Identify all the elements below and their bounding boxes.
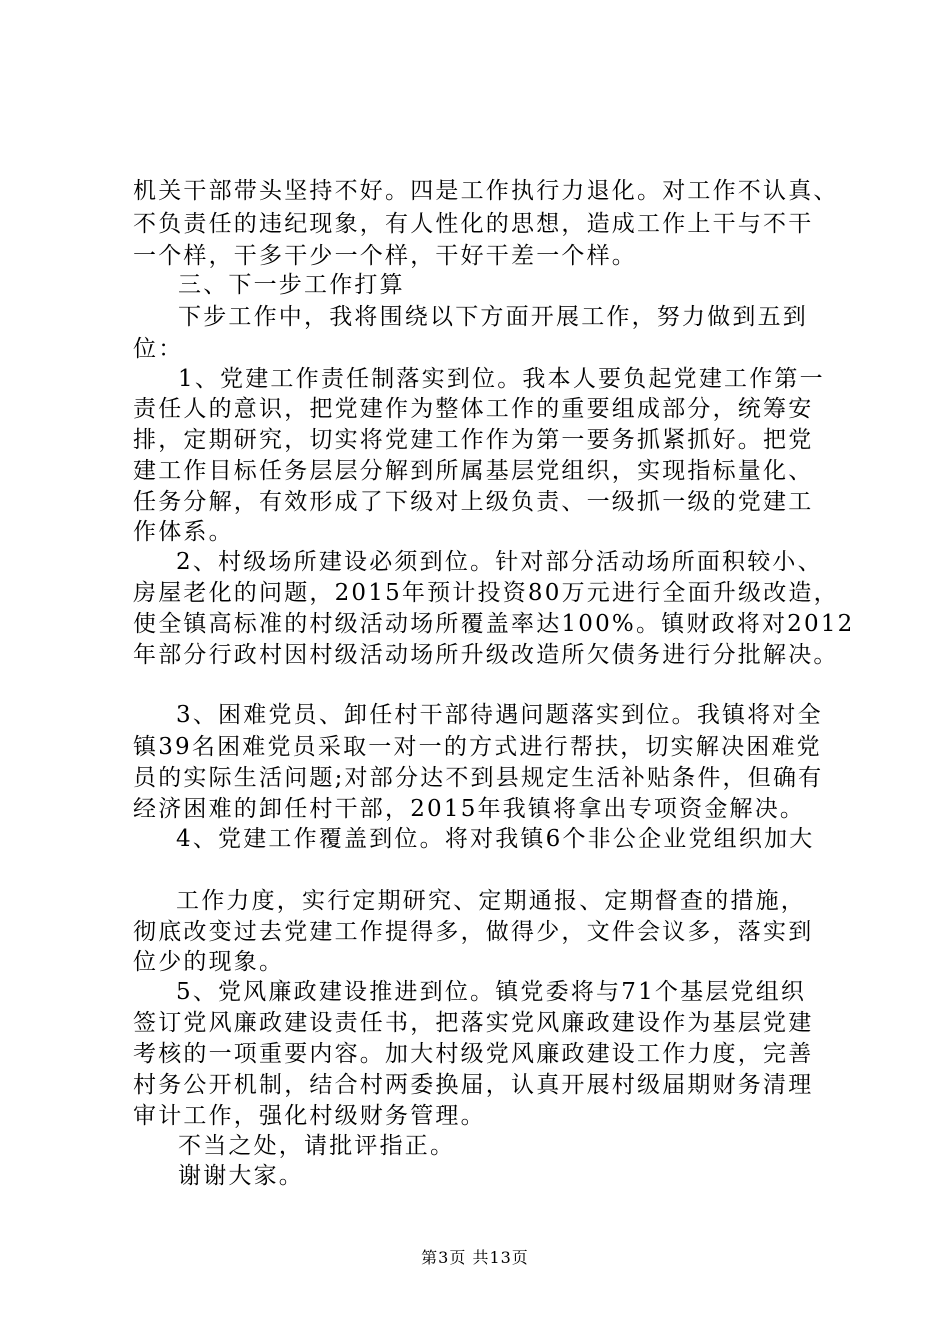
text-line: 房屋老化的问题，2015年预计投资80万元进行全面升级改造， [133,580,839,606]
text-line: 4、党建工作覆盖到位。将对我镇6个非公企业党组织加大 [176,826,815,852]
text-line: 使全镇高标准的村级活动场所覆盖率达100%。镇财政将对2012 [133,611,855,637]
text-line: 建工作目标任务层层分解到所属基层党组织，实现指标量化、 [133,458,814,484]
text-line: 2、村级场所建设必须到位。针对部分活动场所面积较小、 [176,549,823,575]
text-line: 任务分解，有效形成了下级对上级负责、一级抓一级的党建工 [133,489,814,515]
text-line: 1、党建工作责任制落实到位。我本人要负起党建工作第一 [178,366,825,392]
text-line: 下步工作中，我将围绕以下方面开展工作，努力做到五到 [178,304,808,330]
text-line: 位： [133,336,184,362]
text-line: 审计工作，强化村级财务管理。 [133,1103,486,1129]
text-line: 村务公开机制，结合村两委换届，认真开展村级届期财务清理 [133,1072,814,1098]
page-number-footer: 第3页 共13页 [421,1248,529,1267]
text-line: 责任人的意识，把党建作为整体工作的重要组成部分，统筹安 [133,396,814,422]
text-line: 不当之处，请批评指正。 [178,1133,456,1159]
text-line: 年部分行政村因村级活动场所升级改造所欠债务进行分批解决。 [133,642,839,668]
text-line: 一个样，干多干少一个样，干好干差一个样。 [133,243,637,269]
text-line: 3、困难党员、卸任村干部待遇问题落实到位。我镇将对全 [176,702,823,728]
text-line: 排，定期研究，切实将党建工作作为第一要务抓紧抓好。把党 [133,427,814,453]
closing-line: 谢谢大家。 [178,1163,304,1189]
section-heading: 三、下一步工作打算 [178,272,405,298]
text-line: 位少的现象。 [133,949,285,975]
text-line: 镇39名困难党员采取一对一的方式进行帮扶，切实解决困难党 [133,734,822,760]
text-line: 员的实际生活问题;对部分达不到县规定生活补贴条件，但确有 [133,765,824,791]
text-line: 工作力度，实行定期研究、定期通报、定期督查的措施， [176,888,806,914]
text-line: 不负责任的违纪现象，有人性化的思想，造成工作上干与不干 [133,211,814,237]
text-line: 经济困难的卸任村干部，2015年我镇将拿出专项资金解决。 [133,796,806,822]
text-line: 彻底改变过去党建工作提得多，做得少，文件会议多，落实到 [133,919,814,945]
text-line: 考核的一项重要内容。加大村级党风廉政建设工作力度，完善 [133,1041,814,1067]
text-line: 作体系。 [133,519,234,545]
text-line: 签订党风廉政建设责任书，把落实党风廉政建设作为基层党建 [133,1010,814,1036]
text-line: 5、党风廉政建设推进到位。镇党委将与71个基层党组织 [176,979,807,1005]
text-line: 机关干部带头坚持不好。四是工作执行力退化。对工作不认真、 [133,178,839,204]
